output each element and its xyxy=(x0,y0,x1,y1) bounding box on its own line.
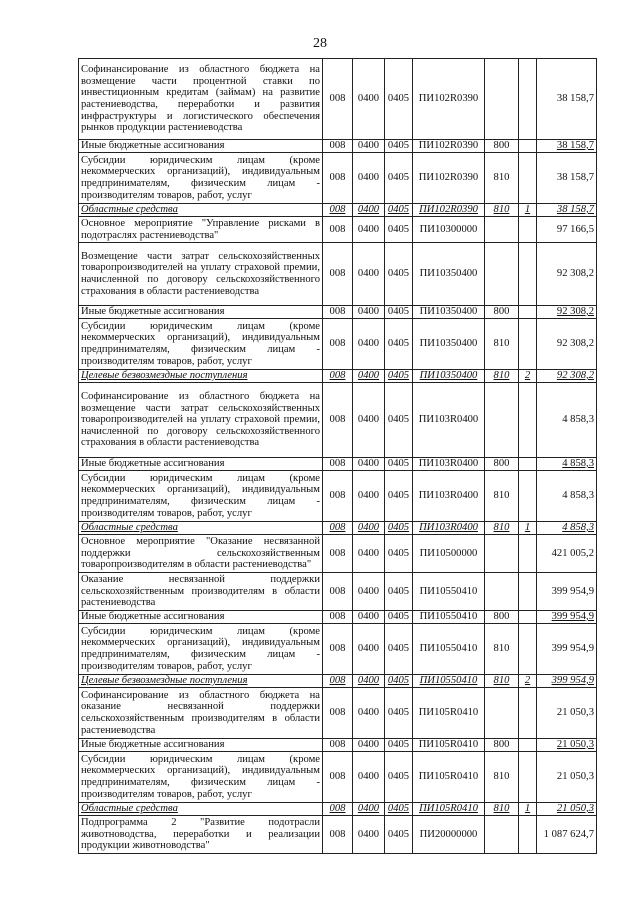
row-source-code: 2 xyxy=(519,675,537,688)
table-row xyxy=(79,370,597,383)
row-source-code xyxy=(519,816,537,854)
row-section-code: 0400 xyxy=(353,816,385,854)
row-source-code xyxy=(519,140,537,153)
row-expense-type-code: 810 xyxy=(485,522,519,535)
row-name: Областные средства xyxy=(79,522,323,535)
row-amount: 92 308,2 xyxy=(537,306,597,319)
table-row xyxy=(79,752,597,803)
row-name: Иные бюджетные ассигнования xyxy=(79,458,323,471)
row-expense-type-code: 810 xyxy=(485,319,519,370)
row-amount: 1 087 624,7 xyxy=(537,816,597,854)
row-source-code xyxy=(519,243,537,306)
row-name: Иные бюджетные ассигнования xyxy=(79,611,323,624)
row-source-code xyxy=(519,59,537,140)
row-expense-type-code: 810 xyxy=(485,370,519,383)
row-expense-type-code: 800 xyxy=(485,458,519,471)
row-name: Софинансирование из областного бюджета на возмещение части затрат сельскохозяйственных товаропроизводителей на уплату страховой премии, начисленной по договору сельскохозяйственного страхования в области растениеводства xyxy=(79,383,323,458)
row-target-article-code: ПИ103R0400 xyxy=(413,471,485,522)
row-grbs-code: 008 xyxy=(323,624,353,675)
row-source-code xyxy=(519,739,537,752)
row-amount: 399 954,9 xyxy=(537,611,597,624)
row-grbs-code: 008 xyxy=(323,739,353,752)
row-target-article-code: ПИ102R0390 xyxy=(413,140,485,153)
row-name: Областные средства xyxy=(79,803,323,816)
row-name: Целевые безвозмездные поступления xyxy=(79,675,323,688)
table-row xyxy=(79,458,597,471)
row-subsection-code: 0405 xyxy=(385,535,413,573)
row-expense-type-code: 810 xyxy=(485,153,519,204)
row-subsection-code: 0405 xyxy=(385,522,413,535)
row-subsection-code: 0405 xyxy=(385,204,413,217)
row-amount: 399 954,9 xyxy=(537,675,597,688)
row-expense-type-code xyxy=(485,59,519,140)
row-expense-type-code: 800 xyxy=(485,140,519,153)
row-name: Субсидии юридическим лицам (кроме некоммерческих организаций), индивидуальным предпринимателям, физическим лицам - производителям товаров, работ, услуг xyxy=(79,752,323,803)
row-expense-type-code: 800 xyxy=(485,611,519,624)
row-amount: 4 858,3 xyxy=(537,471,597,522)
table-row xyxy=(79,803,597,816)
row-subsection-code: 0405 xyxy=(385,140,413,153)
row-amount: 92 308,2 xyxy=(537,243,597,306)
row-section-code: 0400 xyxy=(353,535,385,573)
row-target-article-code: ПИ105R0410 xyxy=(413,739,485,752)
row-expense-type-code: 810 xyxy=(485,204,519,217)
row-source-code xyxy=(519,458,537,471)
row-target-article-code: ПИ10350400 xyxy=(413,306,485,319)
row-section-code: 0400 xyxy=(353,319,385,370)
row-subsection-code: 0405 xyxy=(385,458,413,471)
row-amount: 4 858,3 xyxy=(537,522,597,535)
row-section-code: 0400 xyxy=(353,217,385,243)
row-section-code: 0400 xyxy=(353,611,385,624)
table-row xyxy=(79,688,597,739)
row-section-code: 0400 xyxy=(353,59,385,140)
row-name: Основное мероприятие "Управление рисками в подотраслях растениеводства" xyxy=(79,217,323,243)
row-amount: 399 954,9 xyxy=(537,573,597,611)
row-grbs-code: 008 xyxy=(323,59,353,140)
row-subsection-code: 0405 xyxy=(385,243,413,306)
row-grbs-code: 008 xyxy=(323,752,353,803)
row-target-article-code: ПИ20000000 xyxy=(413,816,485,854)
row-expense-type-code xyxy=(485,243,519,306)
row-section-code: 0400 xyxy=(353,306,385,319)
row-source-code xyxy=(519,573,537,611)
row-name: Основное мероприятие "Оказание несвязанной поддержки сельскохозяйственным товаропроизводителям в области растениеводства" xyxy=(79,535,323,573)
row-source-code xyxy=(519,217,537,243)
table-row xyxy=(79,611,597,624)
row-grbs-code: 008 xyxy=(323,573,353,611)
row-grbs-code: 008 xyxy=(323,522,353,535)
table-row xyxy=(79,204,597,217)
row-subsection-code: 0405 xyxy=(385,573,413,611)
table-row xyxy=(79,217,597,243)
row-subsection-code: 0405 xyxy=(385,217,413,243)
row-target-article-code: ПИ10550410 xyxy=(413,611,485,624)
row-subsection-code: 0405 xyxy=(385,383,413,458)
row-section-code: 0400 xyxy=(353,370,385,383)
row-expense-type-code xyxy=(485,535,519,573)
row-expense-type-code: 810 xyxy=(485,803,519,816)
row-source-code: 1 xyxy=(519,803,537,816)
table-row xyxy=(79,306,597,319)
row-name: Софинансирование из областного бюджета на возмещение части процентной ставки по инвестиционным кредитам (займам) на развитие растениеводства, переработки и развития инфраструктуры и логистического обеспечения рынков продукции растениеводства xyxy=(79,59,323,140)
row-target-article-code: ПИ10300000 xyxy=(413,217,485,243)
row-grbs-code: 008 xyxy=(323,688,353,739)
row-grbs-code: 008 xyxy=(323,140,353,153)
row-name: Возмещение части затрат сельскохозяйственных товаропроизводителей на уплату страховой премии, начисленной по договору сельскохозяйственного страхования в области растениеводства xyxy=(79,243,323,306)
row-name: Софинансирование из областного бюджета на оказание несвязанной поддержки сельскохозяйственным производителям в области растениеводства xyxy=(79,688,323,739)
row-source-code xyxy=(519,624,537,675)
table-row xyxy=(79,471,597,522)
row-subsection-code: 0405 xyxy=(385,153,413,204)
row-section-code: 0400 xyxy=(353,522,385,535)
row-amount: 97 166,5 xyxy=(537,217,597,243)
row-section-code: 0400 xyxy=(353,140,385,153)
row-expense-type-code: 810 xyxy=(485,471,519,522)
table-row xyxy=(79,675,597,688)
row-target-article-code: ПИ102R0390 xyxy=(413,153,485,204)
row-section-code: 0400 xyxy=(353,739,385,752)
row-source-code xyxy=(519,688,537,739)
row-section-code: 0400 xyxy=(353,688,385,739)
row-target-article-code: ПИ103R0400 xyxy=(413,522,485,535)
row-source-code xyxy=(519,319,537,370)
page-number: 28 xyxy=(313,36,327,51)
row-grbs-code: 008 xyxy=(323,535,353,573)
row-expense-type-code xyxy=(485,688,519,739)
row-target-article-code: ПИ103R0400 xyxy=(413,383,485,458)
table-row xyxy=(79,243,597,306)
row-grbs-code: 008 xyxy=(323,370,353,383)
row-amount: 4 858,3 xyxy=(537,383,597,458)
row-name: Подпрограмма 2 "Развитие подотрасли животноводства, переработки и реализации продукции животноводства" xyxy=(79,816,323,854)
table-row xyxy=(79,624,597,675)
table-row xyxy=(79,153,597,204)
table-row xyxy=(79,319,597,370)
row-amount: 38 158,7 xyxy=(537,140,597,153)
row-expense-type-code xyxy=(485,573,519,611)
row-source-code xyxy=(519,471,537,522)
row-section-code: 0400 xyxy=(353,243,385,306)
row-grbs-code: 008 xyxy=(323,217,353,243)
row-expense-type-code xyxy=(485,816,519,854)
row-amount: 38 158,7 xyxy=(537,204,597,217)
table-row xyxy=(79,522,597,535)
row-source-code xyxy=(519,535,537,573)
row-expense-type-code: 810 xyxy=(485,752,519,803)
row-source-code: 1 xyxy=(519,522,537,535)
row-grbs-code: 008 xyxy=(323,816,353,854)
row-amount: 421 005,2 xyxy=(537,535,597,573)
row-subsection-code: 0405 xyxy=(385,688,413,739)
row-target-article-code: ПИ10550410 xyxy=(413,624,485,675)
row-name: Иные бюджетные ассигнования xyxy=(79,306,323,319)
row-target-article-code: ПИ102R0390 xyxy=(413,204,485,217)
row-expense-type-code: 800 xyxy=(485,739,519,752)
row-name: Иные бюджетные ассигнования xyxy=(79,739,323,752)
row-amount: 38 158,7 xyxy=(537,153,597,204)
table-row xyxy=(79,816,597,854)
budget-table-body xyxy=(79,59,597,854)
row-grbs-code: 008 xyxy=(323,803,353,816)
row-name: Субсидии юридическим лицам (кроме некоммерческих организаций), индивидуальным предпринимателям, физическим лицам - производителям товаров, работ, услуг xyxy=(79,624,323,675)
row-target-article-code: ПИ105R0410 xyxy=(413,688,485,739)
row-section-code: 0400 xyxy=(353,458,385,471)
row-section-code: 0400 xyxy=(353,624,385,675)
row-target-article-code: ПИ105R0410 xyxy=(413,752,485,803)
row-grbs-code: 008 xyxy=(323,675,353,688)
row-subsection-code: 0405 xyxy=(385,319,413,370)
row-section-code: 0400 xyxy=(353,573,385,611)
row-grbs-code: 008 xyxy=(323,243,353,306)
row-section-code: 0400 xyxy=(353,471,385,522)
row-section-code: 0400 xyxy=(353,752,385,803)
row-subsection-code: 0405 xyxy=(385,471,413,522)
row-expense-type-code: 810 xyxy=(485,675,519,688)
row-name: Субсидии юридическим лицам (кроме некоммерческих организаций), индивидуальным предпринимателям, физическим лицам - производителям товаров, работ, услуг xyxy=(79,319,323,370)
row-name: Оказание несвязанной поддержки сельскохозяйственным производителям в области растениеводства xyxy=(79,573,323,611)
row-source-code xyxy=(519,153,537,204)
row-section-code: 0400 xyxy=(353,204,385,217)
row-target-article-code: ПИ10350400 xyxy=(413,243,485,306)
row-section-code: 0400 xyxy=(353,675,385,688)
row-target-article-code: ПИ105R0410 xyxy=(413,803,485,816)
table-row xyxy=(79,383,597,458)
row-name: Субсидии юридическим лицам (кроме некоммерческих организаций), индивидуальным предпринимателям, физическим лицам - производителям товаров, работ, услуг xyxy=(79,471,323,522)
row-name: Областные средства xyxy=(79,204,323,217)
row-grbs-code: 008 xyxy=(323,319,353,370)
row-source-code: 2 xyxy=(519,370,537,383)
row-subsection-code: 0405 xyxy=(385,306,413,319)
row-subsection-code: 0405 xyxy=(385,59,413,140)
row-source-code xyxy=(519,752,537,803)
row-expense-type-code xyxy=(485,383,519,458)
row-grbs-code: 008 xyxy=(323,458,353,471)
row-amount: 21 050,3 xyxy=(537,803,597,816)
row-grbs-code: 008 xyxy=(323,153,353,204)
row-amount: 21 050,3 xyxy=(537,752,597,803)
row-subsection-code: 0405 xyxy=(385,624,413,675)
row-target-article-code: ПИ10500000 xyxy=(413,535,485,573)
row-source-code xyxy=(519,611,537,624)
row-target-article-code: ПИ103R0400 xyxy=(413,458,485,471)
row-target-article-code: ПИ10350400 xyxy=(413,319,485,370)
row-name: Субсидии юридическим лицам (кроме некоммерческих организаций), индивидуальным предпринимателям, физическим лицам - производителям товаров, работ, услуг xyxy=(79,153,323,204)
row-grbs-code: 008 xyxy=(323,383,353,458)
row-name: Целевые безвозмездные поступления xyxy=(79,370,323,383)
row-expense-type-code: 810 xyxy=(485,624,519,675)
row-section-code: 0400 xyxy=(353,383,385,458)
row-amount: 399 954,9 xyxy=(537,624,597,675)
row-amount: 38 158,7 xyxy=(537,59,597,140)
row-target-article-code: ПИ102R0390 xyxy=(413,59,485,140)
row-target-article-code: ПИ10550410 xyxy=(413,573,485,611)
row-source-code: 1 xyxy=(519,204,537,217)
row-amount: 92 308,2 xyxy=(537,319,597,370)
row-subsection-code: 0405 xyxy=(385,803,413,816)
row-grbs-code: 008 xyxy=(323,471,353,522)
row-expense-type-code: 800 xyxy=(485,306,519,319)
row-subsection-code: 0405 xyxy=(385,739,413,752)
row-source-code xyxy=(519,383,537,458)
row-target-article-code: ПИ10550410 xyxy=(413,675,485,688)
table-row xyxy=(79,739,597,752)
row-grbs-code: 008 xyxy=(323,611,353,624)
budget-table xyxy=(78,58,597,854)
row-section-code: 0400 xyxy=(353,153,385,204)
table-row xyxy=(79,573,597,611)
row-expense-type-code xyxy=(485,217,519,243)
row-target-article-code: ПИ10350400 xyxy=(413,370,485,383)
row-amount: 4 858,3 xyxy=(537,458,597,471)
row-grbs-code: 008 xyxy=(323,306,353,319)
row-subsection-code: 0405 xyxy=(385,370,413,383)
row-amount: 92 308,2 xyxy=(537,370,597,383)
row-section-code: 0400 xyxy=(353,803,385,816)
row-subsection-code: 0405 xyxy=(385,675,413,688)
row-amount: 21 050,3 xyxy=(537,688,597,739)
table-row xyxy=(79,140,597,153)
row-subsection-code: 0405 xyxy=(385,752,413,803)
table-row xyxy=(79,59,597,140)
row-subsection-code: 0405 xyxy=(385,611,413,624)
row-source-code xyxy=(519,306,537,319)
row-name: Иные бюджетные ассигнования xyxy=(79,140,323,153)
row-amount: 21 050,3 xyxy=(537,739,597,752)
table-row xyxy=(79,535,597,573)
row-subsection-code: 0405 xyxy=(385,816,413,854)
row-grbs-code: 008 xyxy=(323,204,353,217)
